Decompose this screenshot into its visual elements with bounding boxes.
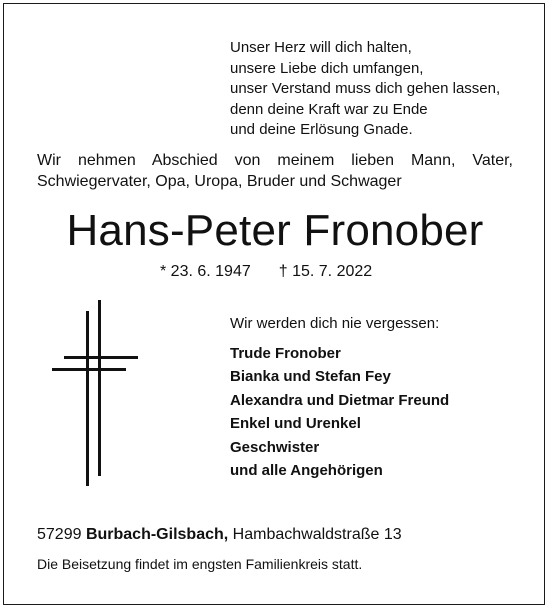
family-address — [37, 525, 402, 545]
street: Hambachwaldstraße 13 — [232, 526, 402, 543]
postal-code: 57299 — [37, 526, 82, 543]
mourner-name: Trude Fronober — [230, 345, 341, 362]
mourners-heading: Wir werden dich nie vergessen: — [230, 315, 440, 332]
poem-line: und deine Erlösung Gnade. — [230, 121, 413, 138]
death-date: † 15. 7. 2022 — [278, 263, 373, 280]
intro-line: Wir nehmen Abschied von meinem lieben Mann, Vater, — [37, 152, 513, 169]
birth-date: * 23. 6. 1947 — [160, 263, 251, 280]
farewell-intro — [37, 150, 513, 192]
funeral-note: Die Beisetzung findet im engsten Familienkreis statt. — [37, 556, 363, 572]
cross-horizontal-bar — [52, 368, 126, 371]
poem — [230, 38, 500, 141]
mourner-name: Alexandra und Dietmar Freund — [230, 391, 450, 409]
intro-line: Schwiegervater, Opa, Uropa, Bruder und Schwager — [37, 173, 402, 190]
poem-line: Unser Herz will dich halten, — [230, 39, 412, 56]
poem-line: unsere Liebe dich umfangen, — [230, 59, 424, 77]
poem-line: unser Verstand muss dich gehen lassen, — [230, 80, 501, 97]
mourner-name: Enkel und Urenkel — [230, 415, 361, 433]
mourner-name: und alle Angehörigen — [230, 462, 383, 480]
double-line-cross-icon — [50, 300, 150, 500]
cross-vertical-bar — [98, 300, 101, 476]
cross-horizontal-bar — [64, 356, 138, 359]
life-dates — [160, 262, 372, 282]
mourner-name: Bianka und Stefan Fey — [230, 368, 391, 386]
mourner-name: Geschwister — [230, 438, 320, 456]
city: Burbach-Gilsbach, — [85, 526, 229, 543]
deceased-name: Hans-Peter Fronober — [66, 206, 484, 255]
mourners-list — [230, 342, 449, 482]
poem-line: denn deine Kraft war zu Ende — [230, 100, 428, 118]
cross-vertical-bar — [86, 311, 89, 486]
